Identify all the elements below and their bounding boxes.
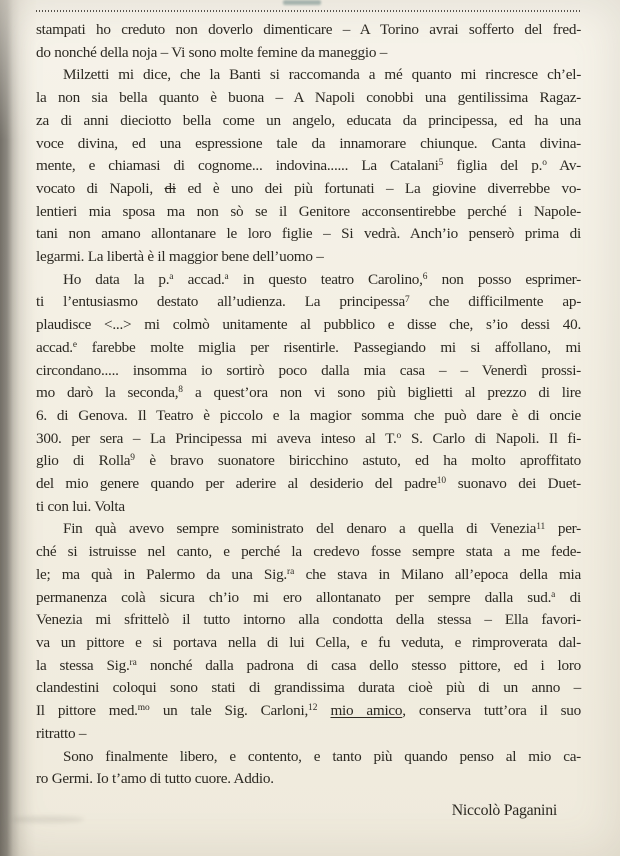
text-line: stampati ho creduto non doverlo dimenticare – A Torino avrai sofferto del fred- [36, 21, 581, 38]
superscript-marker: ra [129, 657, 137, 668]
paragraph [36, 518, 581, 745]
underlined-phrase: mio amico [330, 702, 403, 720]
text-line: la non sia bella quanto è buona – A Napoli conobbi una gentilissima Ragaz- [36, 89, 581, 107]
text-line: ché si istruisse nel canto, e perché la credevo fosse sempre stata a me fede- [36, 543, 581, 561]
text-line: Ho data la p.$^a$ accad.$^a$ in questo teatro Carolino,$^6$ non posso esprimer- [63, 270, 581, 288]
superscript-marker: a [551, 589, 556, 600]
text-line: ti con lui. Volta [36, 497, 125, 515]
text-line: del mio genere quando per aderire al desiderio del padre$^{10}$ suonavo dei Duet- [36, 475, 581, 493]
superscript-marker: 11 [536, 521, 546, 532]
text-line: ti l’entusiasmo destato all’udienza. La principessa$^7$ che difficilmente ap- [36, 293, 581, 311]
superscript-marker: 8 [178, 385, 183, 396]
text-line: voce divina, ed una espressione tale da innamorare chiunque. Canta divina- [36, 134, 581, 152]
text-line: Sono finalmente libero, e contento, e tanto più quando penso al mio ca- [63, 747, 581, 765]
text-line: ro Germi. Io t’amo di tutto cuore. Addio. [36, 770, 274, 788]
superscript-marker: a [169, 271, 174, 282]
cropped-running-header-artifact [283, 0, 321, 5]
text-line: plaudisce <...> mi colmò unitamente al pubblico e disse che, s’io dessi 40. [36, 316, 581, 334]
text-line: Milzetti mi dice, che la Banti si raccomanda a mé quanto mi rincresce ch’el- [63, 66, 581, 84]
superscript-marker: ra [286, 566, 295, 577]
superscript-marker: a [224, 271, 229, 282]
superscript-marker: 12 [308, 703, 318, 714]
superscript-marker: 6 [422, 271, 428, 282]
text-line: mo darò la seconda,$^8$ a quest’ora non vi sono più biglietti al prezzo di lire [36, 384, 581, 402]
text-line: 300. per sera – La Principessa mi aveva inteso al T.$^o$ S. Carlo di Napoli. Il fi- [36, 429, 582, 447]
text-line: la stessa Sig.$^{ra}$ nonché dalla padrona di casa dello stesso pittore, ed i loro [36, 656, 581, 674]
text-line: Venezia mi sfrittelò il tutto intorno alla condotta della stessa – Ella favori- [36, 611, 581, 629]
dotted-rule [36, 10, 581, 12]
superscript-marker: 5 [438, 158, 444, 169]
text-line: mente, e chiamasi di cognome... indovina...... La Catalani$^5$ figlia del p.$^o$ Av- [36, 157, 581, 175]
superscript-marker: e [72, 339, 78, 350]
text-line: le; ma quà in Palermo da una Sig.$^{ra}$ che stava in Milano all’epoca della mia [36, 565, 581, 583]
paragraph [36, 19, 581, 64]
paragraph [36, 64, 581, 268]
letter-page [36, 19, 581, 823]
superscript-marker: mo [137, 703, 150, 714]
text-line: do nonché della noja – Vi sono molte femine da maneggio – [36, 43, 388, 61]
text-line: 6. di Genova. Il Teatro è piccolo e la magior somma che può dare è di oncie [36, 406, 581, 424]
text-line: va un pittore e si portava nella di lui Cella, e fu veduta, e rimproverata dal- [36, 633, 581, 651]
signature: Niccolò Paganini [451, 801, 557, 819]
text-line: accad.$^e$ farebbe molte miglia per risentirle. Passegiando mi si affollano, mi [36, 338, 581, 356]
text-line: Fin quà avevo sempre soministrato del denaro a quella di Venezia$^{11}$ per- [63, 520, 581, 538]
text-line: tani non amano allontanare le loro figlie – Si vedrà. Anch’io penserò prima di [36, 225, 581, 243]
superscript-marker: 10 [436, 476, 447, 487]
superscript-marker: 7 [404, 294, 410, 305]
text-line: za di anni dieciotto bella come un angelo, educata da principessa, ed ha una [36, 111, 581, 129]
paragraph [36, 746, 581, 791]
superscript-marker: 9 [130, 453, 135, 464]
text-line: vocato di Napoli, di ed è uno dei più fortunati – La giovine diverrebbe vo- [36, 179, 581, 197]
text-line: permanenza colà sicura ch’io mi ero allontanato per sempre dalla sud.$^a$ di [36, 588, 581, 606]
text-line: lentieri mia sposa ma non sò se il Genitore acconsentirebbe perché i Napole- [36, 202, 581, 220]
text-line: ritratto – [36, 724, 87, 742]
gutter-shadow-fade [0, 0, 36, 140]
superscript-marker: o [396, 430, 402, 441]
superscript-marker: o [542, 158, 547, 169]
letter-body [36, 19, 581, 791]
text-line: circondano..... insomma io sortirò poco dalla mia casa – – Venerdì prossi- [36, 361, 581, 379]
text-line: Il pittore med.$^{mo}$ un tale Sig. Carloni,$^{12}$ mio amico, conserva tutt’ora il suo [36, 702, 581, 720]
text-line: clandestini coloqui sono stati di grandissima durata cioè più di un anno – [36, 679, 581, 697]
text-line: glio di Rolla$^9$ è bravo suonatore biricchino astuto, ed ha molto aproffitato [36, 452, 581, 470]
struck-word: di [164, 179, 176, 197]
paragraph [36, 269, 581, 519]
text-line: legarmi. La libertà è il maggior bene dell’uomo – [36, 248, 324, 266]
